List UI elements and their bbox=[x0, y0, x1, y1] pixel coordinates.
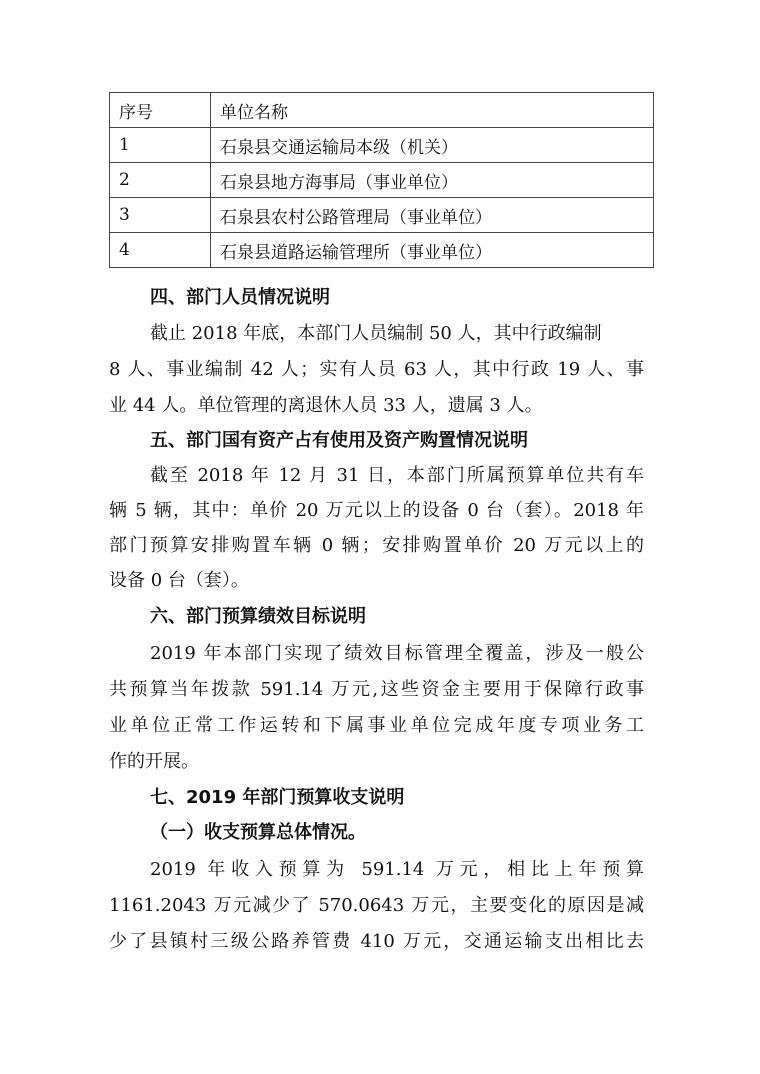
table-cell: 石泉县地方海事局（事业单位） bbox=[211, 163, 654, 198]
section-subheading: （一）收支预算总体情况。 bbox=[150, 822, 366, 843]
paragraph-line: 辆 5 辆，其中：单价 20 万元以上的设备 0 台（套）。2018 年 bbox=[109, 500, 644, 521]
table-row bbox=[110, 233, 654, 268]
section-heading: 四、部门人员情况说明 bbox=[150, 287, 330, 308]
section-heading: 五、部门国有资产占有使用及资产购置情况说明 bbox=[150, 430, 528, 451]
table-cell: 石泉县交通运输局本级（机关） bbox=[211, 128, 654, 163]
section-heading: 六、部门预算绩效目标说明 bbox=[150, 606, 366, 627]
paragraph-line: 截至 2018 年 12 月 31 日，本部门所属预算单位共有车 bbox=[150, 465, 644, 486]
table-cell: 3 bbox=[110, 198, 211, 233]
table-header-row bbox=[110, 93, 654, 128]
paragraph-line: 截止 2018 年底，本部门人员编制 50 人，其中行政编制 bbox=[150, 323, 602, 344]
table-header-cell: 序号 bbox=[110, 93, 211, 128]
table-header-cell: 单位名称 bbox=[211, 93, 654, 128]
paragraph-line: 业单位正常工作运转和下属事业单位完成年度专项业务工 bbox=[109, 715, 644, 736]
paragraph-line: 1161.2043 万元减少了 570.0643 万元，主要变化的原因是减 bbox=[109, 895, 644, 916]
paragraph-line: 8 人、事业编制 42 人；实有人员 63 人，其中行政 19 人、事 bbox=[109, 359, 644, 380]
table-cell: 石泉县道路运输管理所（事业单位） bbox=[211, 233, 654, 268]
paragraph-line: 2019 年收入预算为 591.14 万元，相比上年预算 bbox=[150, 859, 644, 880]
section-heading: 七、2019 年部门预算收支说明 bbox=[150, 787, 405, 808]
paragraph-line: 2019 年本部门实现了绩效目标管理全覆盖，涉及一般公 bbox=[150, 643, 644, 664]
table-cell: 1 bbox=[110, 128, 211, 163]
table-row bbox=[110, 198, 654, 233]
table-cell: 4 bbox=[110, 233, 211, 268]
table-row bbox=[110, 163, 654, 198]
paragraph-line: 作的开展。 bbox=[109, 751, 199, 772]
table-cell: 石泉县农村公路管理局（事业单位） bbox=[211, 198, 654, 233]
table-row bbox=[110, 128, 654, 163]
paragraph-line: 共预算当年拨款 591.14 万元,这些资金主要用于保障行政事 bbox=[109, 679, 644, 700]
unit-table bbox=[109, 92, 654, 268]
paragraph-line: 业 44 人。单位管理的离退休人员 33 人，遗属 3 人。 bbox=[109, 395, 543, 416]
table-cell: 2 bbox=[110, 163, 211, 198]
paragraph-line: 部门预算安排购置车辆 0 辆；安排购置单价 20 万元以上的 bbox=[109, 535, 644, 556]
paragraph-line: 设备 0 台（套）。 bbox=[109, 570, 249, 591]
paragraph-line: 少了县镇村三级公路养管费 410 万元，交通运输支出相比去 bbox=[109, 931, 644, 952]
